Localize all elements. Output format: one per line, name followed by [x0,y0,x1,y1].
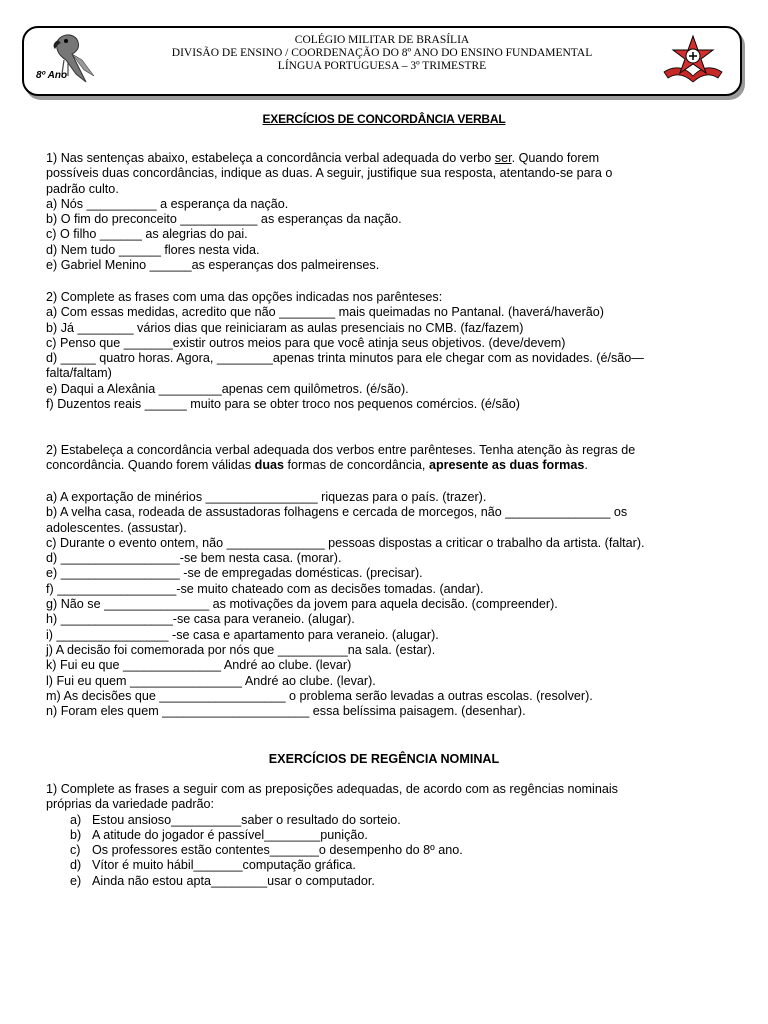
list-item: adolescentes. (assustar). [46,520,187,535]
list-item: d) _________________-se bem nesta casa. (morar). [46,551,342,566]
q1-intro-line-3: padrão culto. [46,181,119,196]
list-item: m) As decisões que __________________ o problema serão levadas a outras escolas. (resolver). [46,688,593,703]
list-item: b) A velha casa, rodeada de assustadoras folhagens e cercada de morcegos, não _______________ os [46,505,628,520]
q4-intro-line-1: 1) Complete as frases a seguir com as preposições adequadas, de acordo com as regências nominais [46,782,618,796]
list-item: g) Não se _______________ as motivações da jovem para aquela decisão. (compreender). [46,597,558,612]
list-item: l) Fui eu quem ________________ André ao clube. (levar). [46,673,376,688]
list-item: b) O fim do preconceito ___________ as esperanças da nação. [46,212,402,227]
list-item: k) Fui eu que ______________ André ao clube. (levar) [46,658,352,673]
list-item: i) ________________ -se casa e apartamento para veraneio. (alugar). [46,627,439,642]
question-1 [46,151,726,273]
list-item: h) ________________-se casa para veraneio. (alugar). [46,612,355,627]
list-item: a) Nós __________ a esperança da nação. [46,196,289,211]
list-item: f) _________________-se muito chateado com as decisões tomadas. (andar). [46,581,484,596]
q2-intro: 2) Complete as frases com uma das opções indicadas nos parênteses: [46,290,443,304]
list-item: c) Durante o evento ontem, não ______________ pessoas dispostas a criticar o trabalho da artista. (faltar). [46,535,645,550]
header-box [22,26,742,96]
list-item: f) Duzentos reais ______ muito para se obter troco nos pequenos comércios. (é/são) [46,397,520,412]
list-item: a) Com essas medidas, acredito que não ________ mais queimadas no Pantanal. (haverá/haverão) [46,305,604,320]
regencia-list [46,813,726,889]
q3-intro-line-2: concordância. Quando forem válidas duas formas de concordância, apresente as duas formas. [46,458,588,473]
subject-line: LÍNGUA PORTUGUESA – 3º TRIMESTRE [277,60,487,72]
question-regencia-1 [46,782,726,889]
page-title: EXERCÍCIOS DE CONCORDÂNCIA VERBAL [262,112,506,126]
division-line: DIVISÃO DE ENSINO / COORDENAÇÃO DO 8º ANO DO ENSINO FUNDAMENTAL [171,47,593,59]
q1-intro-line-1: 1) Nas sentenças abaixo, estabeleça a concordância verbal adequada do verbo ser. Quando forem [46,151,600,165]
list-item: d) Vítor é muito hábil_______computação gráfica. [70,858,356,873]
list-item: d) Nem tudo ______ flores nesta vida. [46,242,260,257]
q1-intro-line-2: possíveis duas concordâncias, indique as duas. A seguir, justifique sua resposta, atentando-se para o [46,166,613,181]
list-item: b) A atitude do jogador é passível________punição. [70,827,368,842]
grade-label: 8º Ano [36,70,68,81]
q3-intro-line-1: 2) Estabeleça a concordância verbal adequada dos verbos entre parênteses. Tenha atenção às regras de [46,443,636,457]
section-title-regencia: EXERCÍCIOS DE REGÊNCIA NOMINAL [268,752,500,766]
question-3-items [46,490,726,719]
list-item: a) Estou ansioso__________saber o resultado do sorteio. [70,812,401,827]
list-item: b) Já ________ vários dias que reiniciaram as aulas presenciais no CMB. (faz/fazem) [46,320,524,335]
list-item: e) Ainda não estou apta________usar o computador. [70,873,375,888]
q4-intro-line-2: próprias da variedade padrão: [46,797,215,812]
question-3 [46,443,726,474]
list-item: n) Foram eles quem _____________________ essa belíssima paisagem. (desenhar). [46,704,526,719]
school-header [24,34,740,73]
list-item: c) O filho ______ as alegrias do pai. [46,227,248,242]
list-item: e) _________________ -se de empregadas domésticas. (precisar). [46,566,423,581]
list-item: c) Penso que _______existir outros meios para que você atinja seus objetivos. (deve/devem) [46,335,566,350]
question-2 [46,290,726,412]
list-item: j) A decisão foi comemorada por nós que __________na sala. (estar). [46,642,436,657]
list-item: e) Daqui a Alexânia _________apenas cem quilômetros. (é/são). [46,381,409,396]
list-item: e) Gabriel Menino ______as esperanças dos palmeirenses. [46,258,380,273]
school-crest-icon [660,32,726,84]
list-item: c) Os professores estão contentes_______o desempenho do 8º ano. [70,843,463,858]
school-name: COLÉGIO MILITAR DE BRASÍLIA [294,34,470,46]
list-item: d) _____ quatro horas. Agora, ________apenas trinta minutos para ele chegar com as novidades. (é/são— [46,351,644,366]
list-item: a) A exportação de minérios ________________ riquezas para o país. (trazer). [46,490,487,504]
q1-verb: ser [494,151,512,165]
list-item: falta/faltam) [46,366,112,381]
